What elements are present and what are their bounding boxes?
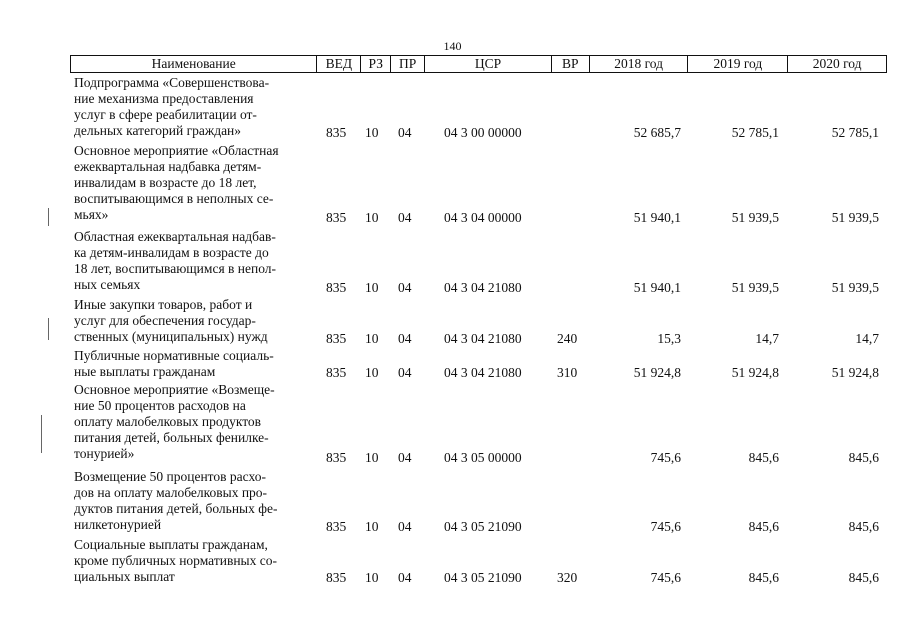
page-number: 140: [443, 39, 462, 53]
row-ved: 835: [326, 331, 347, 346]
row-vr: 310: [557, 365, 578, 380]
row-pr: 04: [398, 450, 412, 465]
row-2019: 51 924,8: [731, 365, 779, 380]
row-2019: 51 939,5: [731, 210, 779, 225]
row-2019: 52 785,1: [731, 125, 779, 140]
row-ved: 835: [326, 570, 347, 585]
row-rz: 10: [365, 519, 379, 534]
row-pr: 04: [398, 210, 412, 225]
row-csr: 04 3 05 21090: [444, 570, 522, 585]
row-name: Областная ежеквартальная надбав- ка детям-инвалидам в возрасте до 18 лет, воспитывающимся в непол- ных семьях: [74, 229, 277, 292]
row-2018: 745,6: [650, 450, 681, 465]
row-ved: 835: [326, 210, 347, 225]
row-rz: 10: [365, 280, 379, 295]
header-rz: РЗ: [361, 56, 391, 72]
row-csr: 04 3 04 21080: [444, 365, 522, 380]
row-2018: 745,6: [650, 519, 681, 534]
row-csr: 04 3 05 21090: [444, 519, 522, 534]
row-pr: 04: [398, 365, 412, 380]
row-name: Публичные нормативные социаль- ные выплаты гражданам: [74, 348, 274, 379]
row-pr: 04: [398, 280, 412, 295]
row-2020: 51 939,5: [831, 280, 879, 295]
row-ved: 835: [326, 280, 347, 295]
header-csr: ЦСР: [425, 56, 552, 72]
row-rz: 10: [365, 210, 379, 225]
row-2019: 845,6: [748, 570, 779, 585]
row-name: Основное мероприятие «Областная ежеквартальная надбавка детям- инвалидам в возрасте до 18 лет, воспитывающимся в неполных се- мьях»: [74, 143, 279, 222]
scan-mark: [48, 208, 49, 226]
row-2020: 52 785,1: [831, 125, 879, 140]
row-2020: 14,7: [855, 331, 879, 346]
row-2018: 51 924,8: [633, 365, 681, 380]
row-2019: 845,6: [748, 450, 779, 465]
row-2018: 51 940,1: [633, 210, 681, 225]
row-name: Возмещение 50 процентов расхо- дов на оплату малобелковых про- дуктов питания детей, больных фе- нилкетонурией: [74, 469, 278, 532]
row-2020: 845,6: [848, 519, 879, 534]
row-pr: 04: [398, 519, 412, 534]
row-ved: 835: [326, 125, 347, 140]
row-rz: 10: [365, 570, 379, 585]
row-2020: 51 924,8: [831, 365, 879, 380]
row-name: Иные закупки товаров, работ и услуг для обеспечения государ- ственных (муниципальных) нужд: [74, 297, 268, 344]
row-vr: 320: [557, 570, 578, 585]
row-csr: 04 3 04 21080: [444, 331, 522, 346]
header-pr: ПР: [391, 56, 425, 72]
row-csr: 04 3 00 00000: [444, 125, 522, 140]
header-vr: ВР: [552, 56, 590, 72]
row-rz: 10: [365, 365, 379, 380]
row-ved: 835: [326, 365, 347, 380]
row-2019: 845,6: [748, 519, 779, 534]
row-csr: 04 3 04 21080: [444, 280, 522, 295]
row-ved: 835: [326, 450, 347, 465]
row-vr: 240: [557, 331, 578, 346]
row-rz: 10: [365, 125, 379, 140]
row-name: Подпрограмма «Совершенствова- ние механизма предоставления услуг в сфере реабилитации от- дельных категорий граждан»: [74, 75, 270, 138]
row-pr: 04: [398, 331, 412, 346]
row-2018: 745,6: [650, 570, 681, 585]
header-2020: 2020 год: [812, 56, 862, 71]
row-2019: 51 939,5: [731, 280, 779, 295]
scan-mark: [48, 318, 49, 340]
row-2018: 52 685,7: [633, 125, 681, 140]
row-rz: 10: [365, 450, 379, 465]
row-csr: 04 3 05 00000: [444, 450, 522, 465]
header-2019: 2019 год: [688, 56, 788, 72]
header-name: Наименование: [71, 56, 317, 72]
row-rz: 10: [365, 331, 379, 346]
row-name: Основное мероприятие «Возмеще- ние 50 процентов расходов на оплату малобелковых продуктов питания детей, больных фенилке- тонурией»: [74, 382, 275, 461]
row-2020: 51 939,5: [831, 210, 879, 225]
row-2020: 845,6: [848, 450, 879, 465]
row-pr: 04: [398, 125, 412, 140]
row-ved: 835: [326, 519, 347, 534]
row-2018: 15,3: [657, 331, 681, 346]
row-2019: 14,7: [755, 331, 779, 346]
row-2020: 845,6: [848, 570, 879, 585]
row-name: Социальные выплаты гражданам, кроме публичных нормативных со- циальных выплат: [74, 537, 277, 584]
scan-mark: [41, 415, 42, 453]
row-2018: 51 940,1: [633, 280, 681, 295]
header-2018: 2018 год: [590, 56, 689, 72]
header-ved: ВЕД: [317, 56, 361, 72]
row-csr: 04 3 04 00000: [444, 210, 522, 225]
row-pr: 04: [398, 570, 412, 585]
